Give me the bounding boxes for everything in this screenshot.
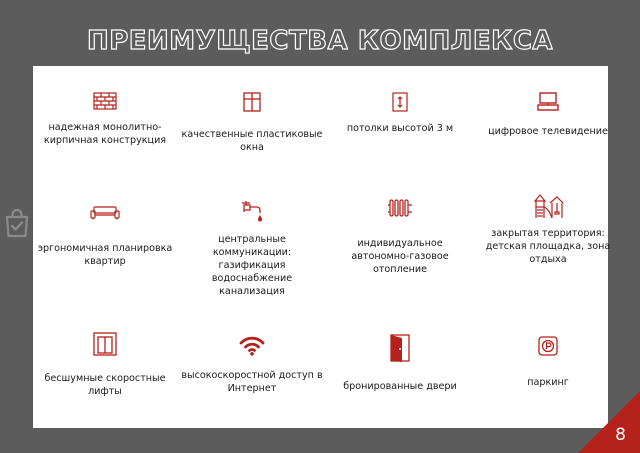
- sofa-icon: [90, 206, 120, 220]
- plastic-window-icon: [243, 92, 261, 112]
- feature-label: бронированные двери: [343, 381, 457, 392]
- feature-ergonomic-layout: [33, 206, 177, 268]
- feature-label: паркинг: [527, 377, 569, 388]
- radiator-icon: [387, 197, 413, 219]
- page-corner: [578, 391, 640, 453]
- ceiling-height-icon: [392, 92, 408, 112]
- feature-brick-construction: [33, 92, 177, 147]
- feature-silent-elevators: [33, 332, 177, 398]
- feature-plastic-windows: [180, 92, 324, 154]
- feature-internet: [180, 336, 324, 395]
- feature-armored-doors: [328, 334, 472, 393]
- parking-icon: [538, 336, 558, 356]
- shopping-bag-check-icon: [4, 208, 30, 238]
- feature-label: качественные пластиковые окна: [181, 129, 323, 153]
- feature-label: надежная монолитно-кирпичная конструкция: [43, 122, 167, 146]
- feature-closed-territory: [476, 193, 620, 266]
- tv-icon: [537, 92, 559, 112]
- feature-label: индивидуальное автономно-газовое отопление: [351, 238, 449, 275]
- feature-gas-heating: [328, 197, 472, 276]
- water-tap-icon: [240, 199, 264, 223]
- feature-label: бесшумные скоростные лифты: [44, 373, 166, 397]
- feature-label: потолки высотой 3 м: [346, 123, 454, 134]
- feature-label: высокоскоростной доступ в Интернет: [181, 370, 323, 394]
- feature-label: центральные коммуникации: газификация водоснабжение канализация: [211, 234, 293, 297]
- feature-parking: [476, 336, 620, 389]
- elevator-icon: [93, 332, 117, 356]
- page-number: 8: [615, 425, 626, 445]
- feature-label: закрытая территория: детская площадка, зона отдыха: [485, 228, 611, 265]
- feature-label: цифровое телевидение: [488, 126, 608, 137]
- feature-label: эргономичная планировка квартир: [37, 243, 173, 267]
- page-title: ПРЕИМУЩЕСТВА КОМПЛЕКСА: [86, 26, 554, 56]
- wifi-icon: [238, 336, 266, 356]
- feature-utilities: [180, 199, 324, 298]
- feature-ceiling-height: [328, 92, 472, 135]
- playground-icon: [532, 193, 564, 219]
- features-panel: [33, 66, 611, 428]
- brick-wall-icon: [93, 92, 117, 110]
- armored-door-icon: [389, 334, 411, 362]
- feature-digital-tv: [476, 92, 620, 138]
